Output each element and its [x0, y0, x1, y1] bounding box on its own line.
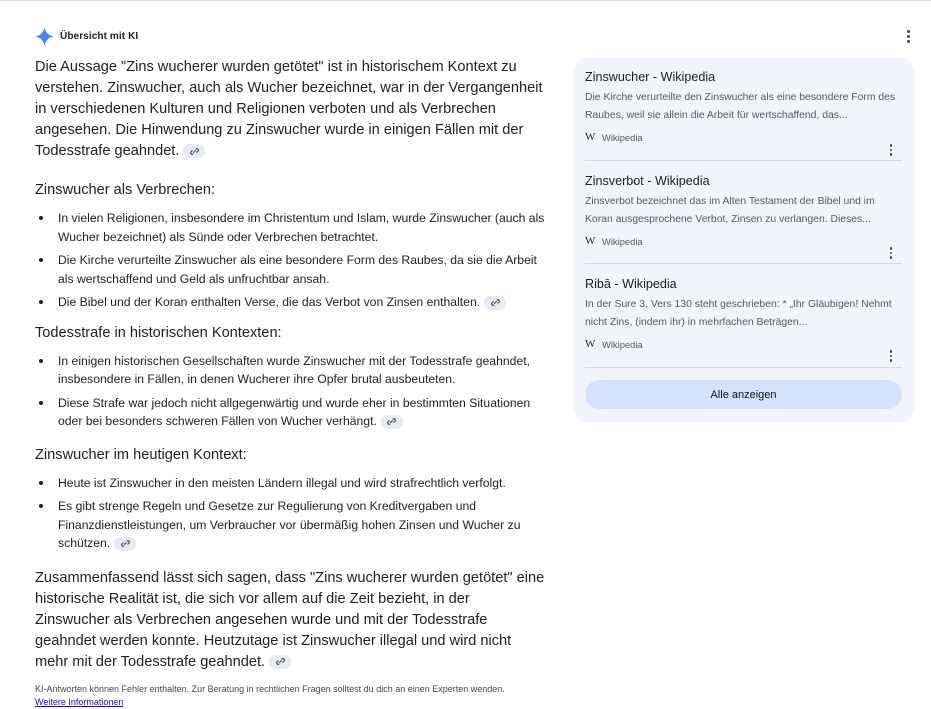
section-heading: Zinswucher als Verbrechen: [35, 182, 216, 198]
source-card[interactable] [585, 69, 902, 144]
link-icon[interactable] [183, 144, 205, 158]
link-icon[interactable] [484, 296, 506, 310]
ai-overview-body [35, 57, 545, 709]
source-card[interactable] [585, 276, 902, 351]
show-all-button[interactable]: Alle anzeigen [585, 380, 902, 409]
source-snippet: Die Kirche verurteilte den Zinswucher als eine besondere Form des Raubes, weil sie allein die Arbeit für wertschaffend, das... [585, 92, 896, 121]
conclusion-paragraph [35, 568, 545, 673]
source-site: Wikipedia [602, 131, 643, 143]
source-snippet: In der Sure 3, Vers 130 steht geschrieben: * „Ihr Gläubigen! Nehmt nicht Zins, (indem ihr) in mehrfachen Beträgen... [585, 299, 892, 328]
section-list [35, 352, 545, 431]
source-divider [585, 367, 902, 368]
section-list [35, 474, 545, 553]
list-item: Heute ist Zinswucher in den meisten Ländern illegal und wird strafrechtlich verfolgt. [58, 474, 545, 493]
intro-text: Die Aussage "Zins wucherer wurden getötet" ist in historischem Kontext zu verstehen. Zinswucher, auch als Wucher bezeichnet, war in der Vergangenheit in verschiedenen Kulturen und Religionen verboten und als Verbrechen angesehen. Die Hinwendung zu Zinswucher wurde in einigen Fällen mit der Todesstrafe geahndet. [35, 59, 543, 159]
sparkle-icon [35, 27, 54, 46]
wikipedia-icon: W [585, 131, 596, 143]
wikipedia-icon: W [585, 338, 596, 350]
source-title[interactable]: Zinsverbot - Wikipedia [585, 174, 710, 188]
source-more-icon[interactable] [886, 247, 896, 259]
link-icon[interactable] [269, 655, 291, 669]
section-heading: Zinswucher im heutigen Kontext: [35, 446, 247, 463]
source-title[interactable]: Ribā - Wikipedia [585, 277, 677, 291]
source-footer [585, 337, 902, 351]
section-heading: Todesstrafe in historischen Kontexten: [35, 324, 282, 341]
ai-overview-header [35, 26, 138, 46]
source-footer [585, 234, 902, 248]
list-item: In einigen historischen Gesellschaften wurde Zinswucher mit der Todesstrafe geahndet, insbesondere in Fällen, in denen Wucherer ihre Opfer brutal ausbeuteten. [58, 352, 545, 389]
disclaimer-text: KI-Antworten können Fehler enthalten. Zur Beratung in rechtlichen Fragen solltest du dich an einen Experten wenden. [35, 683, 505, 694]
source-more-icon[interactable] [886, 144, 896, 156]
list-item: Die Bibel und der Koran enthalten Verse, die das Verbot von Zinsen enthalten. [58, 293, 545, 312]
intro-paragraph [35, 57, 545, 162]
source-divider [585, 160, 902, 161]
source-divider [585, 263, 902, 264]
source-site: Wikipedia [602, 235, 643, 247]
list-item: Es gibt strenge Regeln und Gesetze zur Regulierung von Kreditvergaben und Finanzdienstleistungen, um Verbraucher vor übermäßig hohen Zinsen und Wucher zu schützen. [58, 497, 545, 553]
source-title[interactable]: Zinswucher - Wikipedia [585, 70, 716, 84]
sources-panel [573, 58, 915, 422]
ai-overview-title: Übersicht mit KI [60, 30, 139, 42]
conclusion-text: Zusammenfassend lässt sich sagen, dass "Zins wucherer wurden getötet" eine historische Realität ist, die sich vor allem auf die Zeit bezieht, in der Zinswucher als Verbrechen angesehen wurde und mit der Todesstrafe geahndet werden konnte. Heutzutage ist Zinswucher illegal und wird nicht mehr mit der Todesstrafe geahndet. [35, 569, 545, 670]
top-divider [0, 0, 931, 1]
list-item: Diese Strafe war jedoch nicht allgegenwärtig und wurde eher in bestimmten Situationen oder bei besonders schweren Fällen von Wucher verhängt. [58, 394, 545, 431]
source-snippet: Zinsverbot bezeichnet das im Alten Testament der Bibel und im Koran ausgesprochene Verbot, Zinsen zu verlangen. Dieses... [585, 196, 875, 225]
section-list [35, 209, 545, 312]
source-site: Wikipedia [602, 338, 643, 350]
source-more-icon[interactable] [886, 350, 896, 362]
list-item: Die Kirche verurteilte Zinswucher als eine besondere Form des Raubes, da sie die Arbeit als wertschaffend und Geld als unfruchtbar ansah. [58, 251, 545, 288]
link-icon[interactable] [114, 537, 136, 551]
wikipedia-icon: W [585, 235, 596, 247]
more-options-icon[interactable] [902, 28, 914, 44]
source-footer [585, 130, 902, 144]
list-item: In vielen Religionen, insbesondere im Christentum und Islam, wurde Zinswucher (auch als Wucher bezeichnet) als Sünde oder Verbrechen betrachtet. [58, 209, 545, 246]
source-card[interactable] [585, 173, 902, 248]
more-info-link[interactable]: Weitere Informationen [35, 696, 124, 707]
link-icon[interactable] [381, 415, 403, 429]
